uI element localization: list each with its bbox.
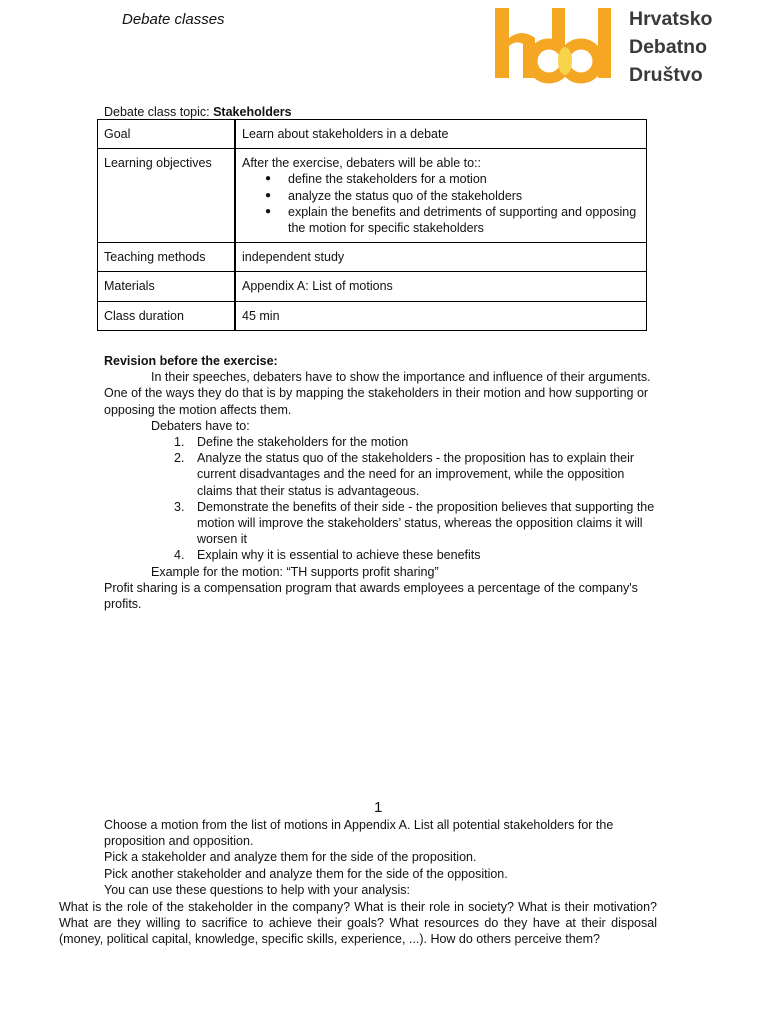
task-section [104,817,660,898]
goal-label: Goal [98,120,236,149]
methods-value: independent study [235,243,647,272]
list-item [104,499,660,548]
objectives-list [242,171,640,236]
analysis-questions [59,899,657,948]
lesson-info-table [97,119,647,331]
materials-value: Appendix A: List of motions [235,272,647,301]
objectives-label: Learning objectives [98,149,236,243]
task-line-2: Pick a stakeholder and analyze them for the side of the proposition. [104,850,477,865]
materials-label: Materials [98,272,236,301]
table-row [98,243,647,272]
step-number: 3. [174,499,185,514]
revision-intro: In their speeches, debaters have to show the importance and influence of their arguments. One of the ways they do that is by mapping the stakeholders in their motion and how supporting or opposing the motion affects them. [104,370,651,417]
task-line-3: Pick another stakeholder and analyze them for the side of the opposition. [104,866,508,881]
topic-label: Debate class topic: [104,105,214,119]
step-number: 4. [174,548,185,563]
task-line-4: You can use these questions to help with your analysis: [104,882,410,897]
example-line: Example for the motion: “TH supports profit sharing” [151,564,439,579]
step-number: 2. [174,451,185,466]
list-item: ● explain the benefits and detriments of supporting and opposing the motion for specific stakeholders [242,204,640,236]
duration-label: Class duration [98,301,236,330]
methods-label: Teaching methods [98,243,236,272]
logo-line-3: Društvo [629,64,703,86]
definition-paragraph: Profit sharing is a compensation program that awards employees a percentage of the company's profits. [104,580,638,612]
list-item: ● analyze the status quo of the stakeholders [242,188,640,204]
duration-value: 45 min [235,301,647,330]
topic-value: Stakeholders [213,105,292,119]
list-item: ● define the stakeholders for a motion [242,171,640,187]
objectives-intro: After the exercise, debaters will be able to:: [242,156,482,171]
step-text: Define the stakeholders for the motion [197,435,409,450]
step-text: Explain why it is essential to achieve these benefits [197,548,481,563]
questions-paragraph: What is the role of the stakeholder in the company? What is their role in society? What is their motivation? What are they willing to sacrifice to achieve their goals? What resources do they have at their disposal (money, political capital, knowledge, specific skills, experience, ...). How do others perceive them? [59,900,657,947]
step-text: Demonstrate the benefits of their side - the proposition believes that supporting the motion will improve the stakeholders’ status, whereas the opposition claims it will worsen it [197,499,655,547]
table-row [98,301,647,330]
logo-line-2: Debatno [629,36,707,58]
revision-section [104,353,660,612]
logo-line-1: Hrvatsko [629,8,713,30]
table-row [98,149,647,243]
step-number: 1. [174,435,185,450]
table-row [98,120,647,149]
list-item [104,547,660,563]
document-header-title: Debate classes [122,11,225,28]
topic-line [104,104,292,120]
organization-logo [492,4,742,94]
logo-mark-icon [492,4,622,84]
list-item [104,434,660,450]
revision-heading: Revision before the exercise: [104,354,278,368]
task-line-1: Choose a motion from the list of motions in Appendix A. List all potential stakeholders for the proposition and opposition. [104,818,614,849]
goal-value: Learn about stakeholders in a debate [235,120,647,149]
table-row [98,272,647,301]
debaters-have-to: Debaters have to: [151,418,250,433]
page-number: 1 [374,799,383,816]
list-item [104,450,660,499]
step-text: Analyze the status quo of the stakeholders - the proposition has to explain their current disadvantages and the need for an improvement, while the opposition claims that their status is advantageous. [197,451,635,498]
objectives-cell [235,149,647,243]
logo-wordmark [629,5,712,89]
steps-list [104,434,660,564]
